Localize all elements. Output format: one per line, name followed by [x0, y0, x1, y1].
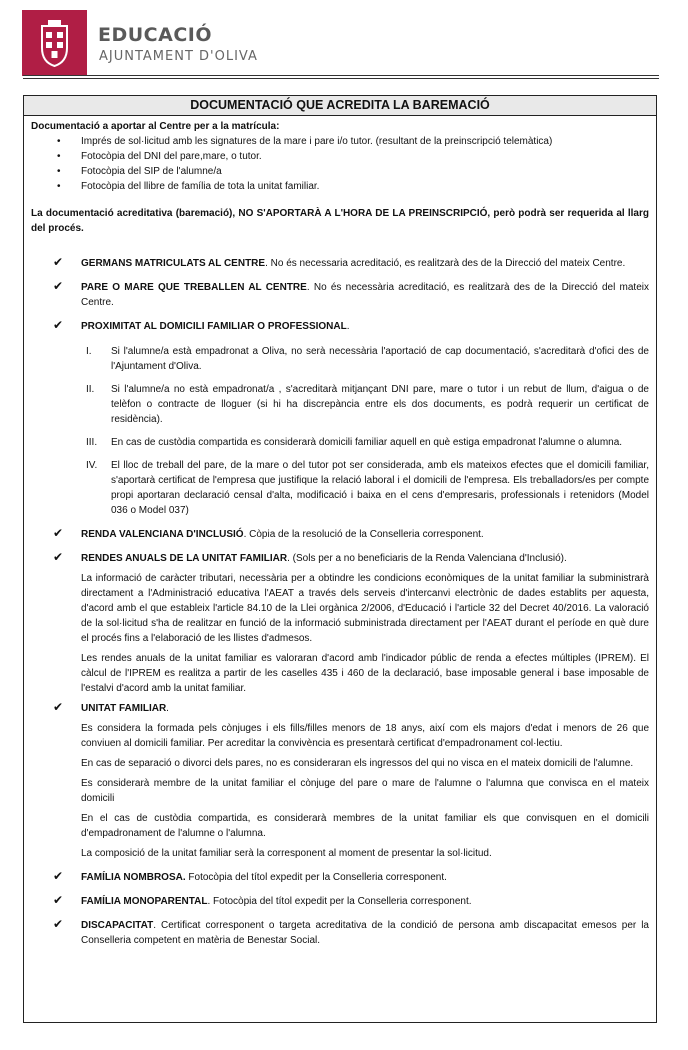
section-content [24, 116, 656, 948]
document-list [51, 134, 649, 194]
check-discapacitat: ✔ DISCAPACITAT. Certificat corresponent o targeta acreditativa de la condició de persona amb discapacitat emesos per la Conselleria competent en matèria de Benestar Social. [53, 917, 649, 946]
check-icon: ✔ [53, 917, 64, 931]
check-proximitat: ✔ PROXIMITAT AL DOMICILI FAMILIAR O PROFESSIONAL. [53, 318, 350, 332]
unitat-paragraph: En el cas de custòdia compartida, es considerarà membres de la unitat familiar els que convisquen en el domicili d'empadronament de l'alumne o l'alumna. [81, 813, 649, 839]
oliva-logo [22, 10, 87, 76]
brand-subtitle: AJUNTAMENT D'OLIVA [99, 49, 258, 64]
header-divider [23, 75, 659, 76]
check-icon: ✔ [53, 255, 64, 269]
check-icon: ✔ [53, 318, 64, 332]
bullet-dot: • [57, 136, 61, 147]
header-divider-2 [23, 78, 659, 79]
check-monoparental: ✔ FAMÍLIA MONOPARENTAL. Fotocòpia del títol expedit per la Conselleria corresponent. [53, 893, 472, 907]
list-item: • Imprés de sol·licitud amb les signatures de la mare i pare i/o tutor. (resultant de la preinscripció telemàtica) [57, 136, 553, 147]
roman-item: II. Si l'alumne/a no està empadronat/a , s'acreditarà mitjançant DNI pare, mare o tutor i un rebut de llum, d'aigua o de telèfon o contracte de lloguer (si hi ha discrepància entre els dos documents, es podrà requerir un certificat de residència). [86, 384, 649, 425]
warning-note: La documentació acreditativa (baremació), NO S'APORTARÀ A L'HORA DE LA PREINSCRIPCIÓ, però podrà ser requerida al llarg del procés. [31, 208, 649, 234]
page-header [22, 10, 662, 78]
brand-title: EDUCACIÓ [98, 24, 212, 46]
check-germans: ✔ GERMANS MATRICULATS AL CENTRE. No és necessaria acreditació, es realitzarà des de la Direcció del mateix Centre. [53, 255, 626, 269]
check-renda: ✔ RENDA VALENCIANA D'INCLUSIÓ. Còpia de la resolució de la Conselleria corresponent. [53, 526, 484, 540]
unitat-paragraph: La composició de la unitat familiar serà la corresponent al moment de presentar la sol·licitud. [81, 848, 492, 859]
check-unitat: ✔ UNITAT FAMILIAR. [53, 700, 169, 714]
check-icon: ✔ [53, 550, 64, 564]
unitat-paragraph: Es considera la formada pels cònjuges i els fills/filles menors de 18 anys, així com els majors d'edat i menors de 26 que conviuen al domicili familiar. Per acreditar la convivència es presentarà certificat d'empadronament col·lectiu. [81, 723, 649, 749]
intro-label: Documentació a aportar al Centre per a la matrícula: [31, 121, 280, 132]
check-icon: ✔ [53, 526, 64, 540]
check-icon: ✔ [53, 893, 64, 907]
check-rendes: ✔ RENDES ANUALS DE LA UNITAT FAMILIAR. (Sols per a no beneficiaris de la Renda Valenciana d'Inclusió). [53, 550, 567, 564]
bullet-dot: • [57, 166, 61, 177]
roman-item: IV. El lloc de treball del pare, de la mare o del tutor pot ser considerada, amb els mateixos efectes que el domicili familiar, s'aportarà certificat de l'empresa que justifique la relació laboral i el domicili de l'empresa. Els treballadors/es per compte propi aportaran declaració censal d'alta, modificació i baixa en el cens d'empresaris, professionals i retenidors (Model 036 o Model 037) [86, 460, 649, 516]
bullet-dot: • [57, 151, 61, 162]
roman-item: III. En cas de custòdia compartida es considerarà domicili familiar aquell en què estiga empadronat l'alumne o alumna. [86, 437, 623, 448]
check-nombrosa: ✔ FAMÍLIA NOMBROSA. Fotocòpia del títol expedit per la Conselleria corresponent. [53, 869, 447, 883]
list-item: • Fotocòpia del llibre de família de tota la unitat familiar. [57, 181, 320, 192]
list-item: • Fotocòpia del SIP de l'alumne/a [57, 166, 222, 177]
check-icon: ✔ [53, 700, 64, 714]
unitat-paragraph: En cas de separació o divorci dels pares, no es consideraran els ingressos del qui no visca en el mateix domicili de l'alumne. [81, 758, 634, 769]
list-item: • Fotocòpia del DNI del pare,mare, o tutor. [57, 151, 262, 162]
rendes-paragraph: La informació de caràcter tributari, necessària per a obtindre les condicions econòmiques de la unitat familiar la subministrarà directament a l'Administració educativa l'AEAT a través dels serveis d'intercanvi electrònic de dades establits per aquesta, d'acord amb el que estableix l'article 84.10 de la Llei orgànica 2/2006, d'Educació i l'article 32 del Decret 40/2016. La valoració de la sol·licitud s'ha de realitzar en funció de la informació subministrada directament per l'AEAT durant el període en què dure el procés fins a l'elaboració de les llistes d'admesos. [81, 573, 649, 644]
unitat-paragraph: Es considerarà membre de la unitat familiar el cònjuge del pare o mare de l'alumne o l'alumna que convisca en el mateix domicili [81, 778, 649, 804]
baremacio-box [23, 95, 657, 1023]
check-pares: ✔ PARE O MARE QUE TREBALLEN AL CENTRE. No és necessària acreditació, es realitzarà des de la Direcció del mateix Centre. [53, 279, 649, 308]
rendes-paragraph: Les rendes anuals de la unitat familiar es valoraran d'acord amb l'indicador públic de renda a efectes múltiples (IPREM). El càlcul de l'IPREM es realitza a partir de les caselles 435 i 460 de la declaració, base imposable general i base imposable de l'estalvi d'acord amb la unitat familiar. [81, 653, 649, 694]
roman-item: I. Si l'alumne/a està empadronat a Oliva, no serà necessària l'aportació de cap documentació, s'acreditarà d'ofici des de l'Ajuntament d'Oliva. [86, 346, 649, 372]
check-icon: ✔ [53, 869, 64, 883]
check-icon: ✔ [53, 279, 64, 293]
bullet-dot: • [57, 181, 61, 192]
section-title: DOCUMENTACIÓ QUE ACREDITA LA BAREMACIÓ [24, 96, 656, 116]
